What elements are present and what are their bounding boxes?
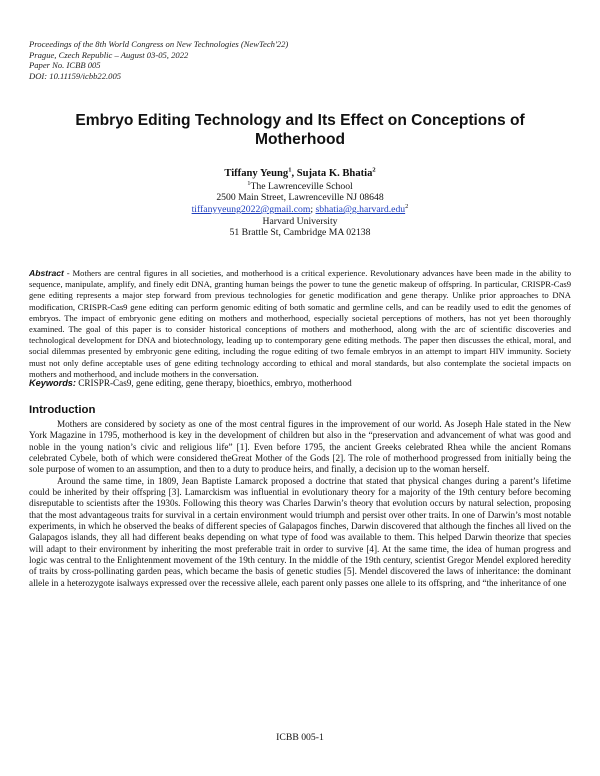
abstract: [29, 268, 571, 380]
section-heading-introduction: Introduction: [29, 404, 96, 416]
page-footer: ICBB 005-1: [276, 732, 324, 743]
header-paper-number: Paper No. ICBB 005: [29, 60, 101, 71]
abstract-text: - Mothers are central figures in all societies, and motherhood is a critical experience. Revolutionary advances have been made in the ability to sequence, manipulate, amplify, and finely edit DNA, granting human beings the power to tune the genetic makeup of offspring. In particular, CRISPR-Cas9 gene editing represents a major step forward from previous technologies for genetic modification and gene therapy. Unlike prior approaches to DNA modification, CRISPR-Cas9 gene editing can perform genomic editing of both somatic and germline cells, and can be readily used to edit the genomes of embryos. The impact of embryonic gene editing on mothers and motherhood, especially societal perceptions of mothers, has not yet been thoroughly examined. The goal of this paper is to consider historical conceptions of mothers and motherhood, along with the arc of scientific discoveries and technological development for DNA and biotechnology, leading up to contemporary gene editing methods. The paper then discusses the ethical, moral, and social dilemmas presented by embryonic gene editing, including the rogue editing of two female embryos in an attempt to impart HIV immunity. Society must not only define acceptable uses of gene editing technology according to ethical and moral standards, but also contemplate the societal impacts on mothers and motherhood, and include mothers in the conversation.: [29, 268, 571, 379]
author-names: [60, 168, 540, 181]
author-separator: ,: [291, 168, 297, 179]
paragraph: Around the same time, in 1809, Jean Baptiste Lamarck proposed a doctrine that stated that physical changes during a parent’s lifetime could be inherited by their offspring [3]. Lamarckism was influential in evolutionary theory for a majority of the 19th century before becoming disreputable to scientists after the 1930s. Following this theory was Charles Darwin’s theory that evolution occurs by natural selection, proposing that the most advantageous traits for survival in a certain environment would triumph and persist over other traits. In one of Darwin’s most notable experiments, in which he observed the beaks of different species of Galapagos finches, Darwin discovered that although the finches all lived on the Galapagos islands, they all had different beaks depending on what type of food was available to them. This helped Darwin theorize that species will adapt to their environment by inheriting the most preferable trait in order to survive [4]. At the same time, the idea of human progress and logic was central to the Enlightenment movement of the 19th century. In the middle of the 19th century, scientist Gregor Mendel explored heredity of traits by cross-pollinating garden peas, which became the basis of genetic studies [5]. Mendel discovered the laws of inheritance: the dominant allele in a heterozygote isalways expressed over the recessive allele, each parent only passes one allele to its offspring, and “the inheritance of one: [29, 475, 571, 588]
affiliation-1-name: The Lawrenceville School: [250, 180, 353, 192]
affiliation-1-sup: 1: [247, 179, 251, 187]
header-location-date: Prague, Czech Republic – August 03-05, 2022: [29, 49, 189, 60]
address-1: 2500 Main Street, Lawrenceville NJ 08648: [216, 192, 384, 204]
introduction-body: [29, 419, 571, 589]
keywords-text: CRISPR-Cas9, gene editing, gene therapy, bioethics, embryo, motherhood: [75, 378, 352, 388]
abstract-label: Abstract: [29, 268, 64, 278]
email-separator: ;: [310, 203, 316, 215]
author-1-sup: 1: [288, 166, 292, 174]
author-block: [60, 168, 540, 239]
email-line: [60, 204, 540, 216]
author-1: Tiffany Yeung: [224, 168, 289, 179]
header-doi: DOI: 10.11159/icbb22.005: [29, 70, 122, 81]
header-conference: Proceedings of the 8th World Congress on New Technologies (NewTech'22): [29, 39, 289, 49]
email-link-2[interactable]: sbhatia@g.harvard.edu: [315, 203, 406, 215]
email-link-1[interactable]: tiffanyyeung2022@gmail.com: [191, 203, 311, 215]
affiliation-1: [60, 181, 540, 193]
affiliation-2: Harvard University: [262, 215, 338, 227]
paragraph: Mothers are considered by society as one of the most central figures in the improvement of our world. As Joseph Hale stated in the New York Magazine in 1795, motherhood is key in the development of children but also in the “preservation and advancement of what was good and noble in the young nation’s civic and religious life” [1]. Even before 1795, the ancient Greeks celebrated Rhea while the ancient Romans celebrated Cybele, both of which were considered theGreat Mother of the Gods [2]. The role of motherhood progressed from initially being the sole purpose of women to an assumption, and then to a duty to produce heirs, and finally, a decision up to the woman herself.: [29, 419, 571, 475]
paper-title: Embryo Editing Technology and Its Effect on Conceptions of Motherhood: [75, 112, 525, 148]
author-2-sup: 2: [372, 166, 376, 174]
author-2: Sujata K. Bhatia: [296, 168, 373, 179]
keywords-label: Keywords:: [29, 378, 76, 388]
proceedings-header: [29, 39, 429, 81]
address-2: 51 Brattle St, Cambridge MA 02138: [229, 227, 371, 239]
email-2-sup: 2: [405, 202, 409, 210]
keywords: [29, 378, 571, 389]
